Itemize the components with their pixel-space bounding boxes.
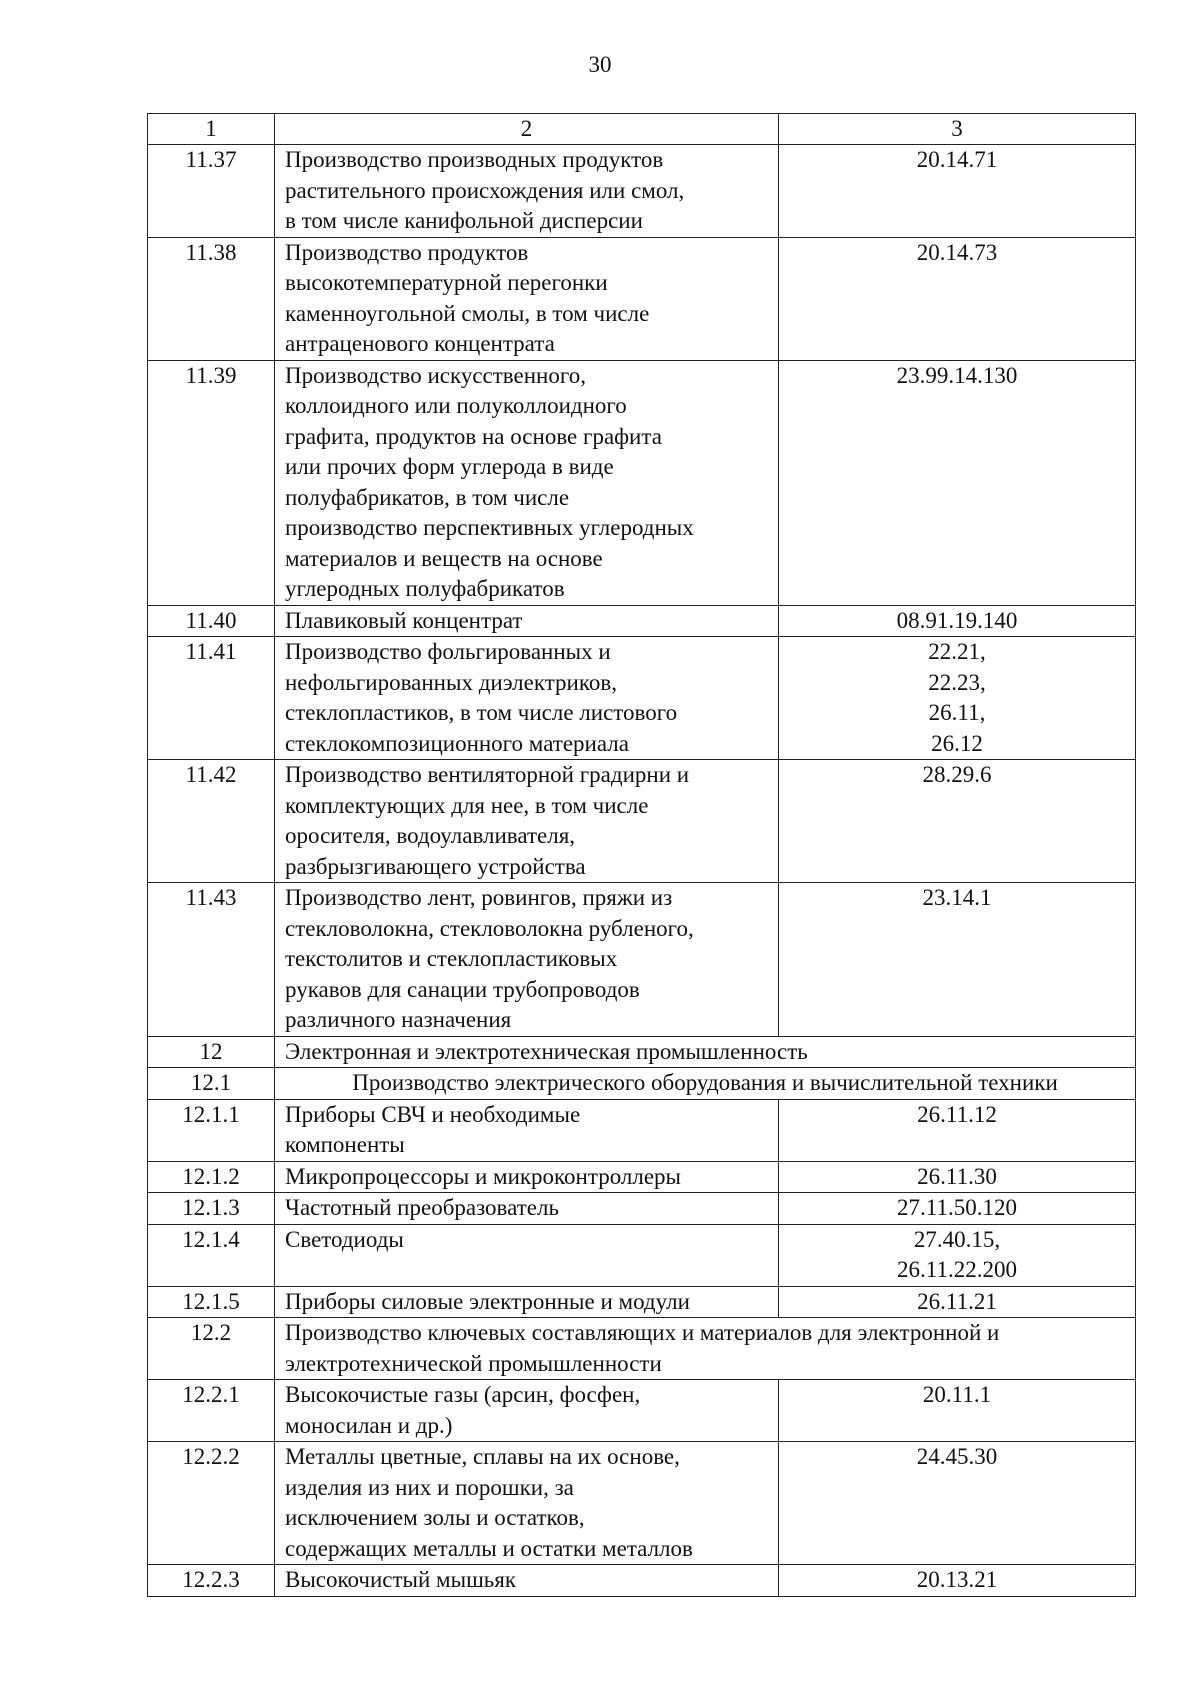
row-code: 22.21, 22.23, 26.11, 26.12 xyxy=(779,637,1136,760)
table-row xyxy=(148,1565,1136,1597)
header-col-3: 3 xyxy=(779,114,1136,145)
row-name: Микропроцессоры и микроконтроллеры xyxy=(275,1161,779,1193)
table-row xyxy=(148,237,1136,360)
table-row xyxy=(148,605,1136,637)
row-number: 12.1.5 xyxy=(148,1286,275,1318)
section-row xyxy=(148,1068,1136,1100)
row-number: 11.41 xyxy=(148,637,275,760)
row-code: 26.11.12 xyxy=(779,1099,1136,1161)
table-header-row xyxy=(148,114,1136,145)
row-number: 12.2 xyxy=(148,1318,275,1380)
row-number: 12.1 xyxy=(148,1068,275,1100)
table-row xyxy=(148,360,1136,605)
row-number: 11.38 xyxy=(148,237,275,360)
header-col-2: 2 xyxy=(275,114,779,145)
row-name: Производство продуктов высокотемпературной перегонки каменноугольной смолы, в том числе антраценового концентрата xyxy=(275,237,779,360)
row-name: Светодиоды xyxy=(275,1224,779,1286)
row-code: 20.11.1 xyxy=(779,1380,1136,1442)
row-number: 12.1.2 xyxy=(148,1161,275,1193)
document-table xyxy=(147,113,1136,1597)
table-row xyxy=(148,1286,1136,1318)
row-name: Приборы силовые электронные и модули xyxy=(275,1286,779,1318)
row-name: Производство лент, ровингов, пряжи из стекловолокна, стекловолокна рубленого, текстолитов и стеклопластиковых рукавов для санации трубопроводов различного назначения xyxy=(275,883,779,1037)
row-name: Производство вентиляторной градирни и комплектующих для нее, в том числе оросителя, водоулавливателя, разбрызгивающего устройства xyxy=(275,760,779,883)
row-name: Частотный преобразователь xyxy=(275,1193,779,1225)
row-name: Производство фольгированных и нефольгированных диэлектриков, стеклопластиков, в том числе листового стеклокомпозиционного материала xyxy=(275,637,779,760)
section-row xyxy=(148,1036,1136,1068)
section-title: Электронная и электротехническая промышленность xyxy=(275,1036,1136,1068)
table-row xyxy=(148,637,1136,760)
row-name: Высокочистые газы (арсин, фосфен, моносилан и др.) xyxy=(275,1380,779,1442)
row-code: 20.14.71 xyxy=(779,145,1136,238)
row-number: 11.39 xyxy=(148,360,275,605)
row-code: 27.40.15, 26.11.22.200 xyxy=(779,1224,1136,1286)
table-row xyxy=(148,1442,1136,1565)
section-title: Производство ключевых составляющих и материалов для электронной и электротехнической промышленности xyxy=(275,1318,1136,1380)
table-row xyxy=(148,1099,1136,1161)
page-number: 30 xyxy=(588,52,612,77)
table-row xyxy=(148,1193,1136,1225)
row-name: Производство производных продуктов растительного происхождения или смол, в том числе канифольной дисперсии xyxy=(275,145,779,238)
row-name: Приборы СВЧ и необходимые компоненты xyxy=(275,1099,779,1161)
row-number: 11.40 xyxy=(148,605,275,637)
table-row xyxy=(148,1161,1136,1193)
row-name: Производство искусственного, коллоидного или полуколлоидного графита, продуктов на основе графита или прочих форм углерода в виде полуфабрикатов, в том числе производство перспективных углеродных материалов и веществ на основе углеродных полуфабрикатов xyxy=(275,360,779,605)
row-code: 28.29.6 xyxy=(779,760,1136,883)
row-code: 23.14.1 xyxy=(779,883,1136,1037)
row-code: 23.99.14.130 xyxy=(779,360,1136,605)
row-code: 27.11.50.120 xyxy=(779,1193,1136,1225)
row-code: 26.11.30 xyxy=(779,1161,1136,1193)
row-number: 11.42 xyxy=(148,760,275,883)
row-number: 11.43 xyxy=(148,883,275,1037)
row-number: 12.1.4 xyxy=(148,1224,275,1286)
header-col-1: 1 xyxy=(148,114,275,145)
row-code: 24.45.30 xyxy=(779,1442,1136,1565)
table-row xyxy=(148,145,1136,238)
row-code: 26.11.21 xyxy=(779,1286,1136,1318)
table-row xyxy=(148,760,1136,883)
row-code: 20.13.21 xyxy=(779,1565,1136,1597)
section-title: Производство электрического оборудования и вычислительной техники xyxy=(275,1068,1136,1100)
row-number: 12.1.1 xyxy=(148,1099,275,1161)
row-number: 12.2.2 xyxy=(148,1442,275,1565)
row-number: 12.2.3 xyxy=(148,1565,275,1597)
row-code: 20.14.73 xyxy=(779,237,1136,360)
section-row xyxy=(148,1318,1136,1380)
row-number: 12.2.1 xyxy=(148,1380,275,1442)
table-row xyxy=(148,1380,1136,1442)
row-name: Металлы цветные, сплавы на их основе, изделия из них и порошки, за исключением золы и остатков, содержащих металлы и остатки металлов xyxy=(275,1442,779,1565)
table-row xyxy=(148,883,1136,1037)
row-number: 12 xyxy=(148,1036,275,1068)
row-code: 08.91.19.140 xyxy=(779,605,1136,637)
row-name: Плавиковый концентрат xyxy=(275,605,779,637)
row-name: Высокочистый мышьяк xyxy=(275,1565,779,1597)
row-number: 11.37 xyxy=(148,145,275,238)
table-row xyxy=(148,1224,1136,1286)
row-number: 12.1.3 xyxy=(148,1193,275,1225)
